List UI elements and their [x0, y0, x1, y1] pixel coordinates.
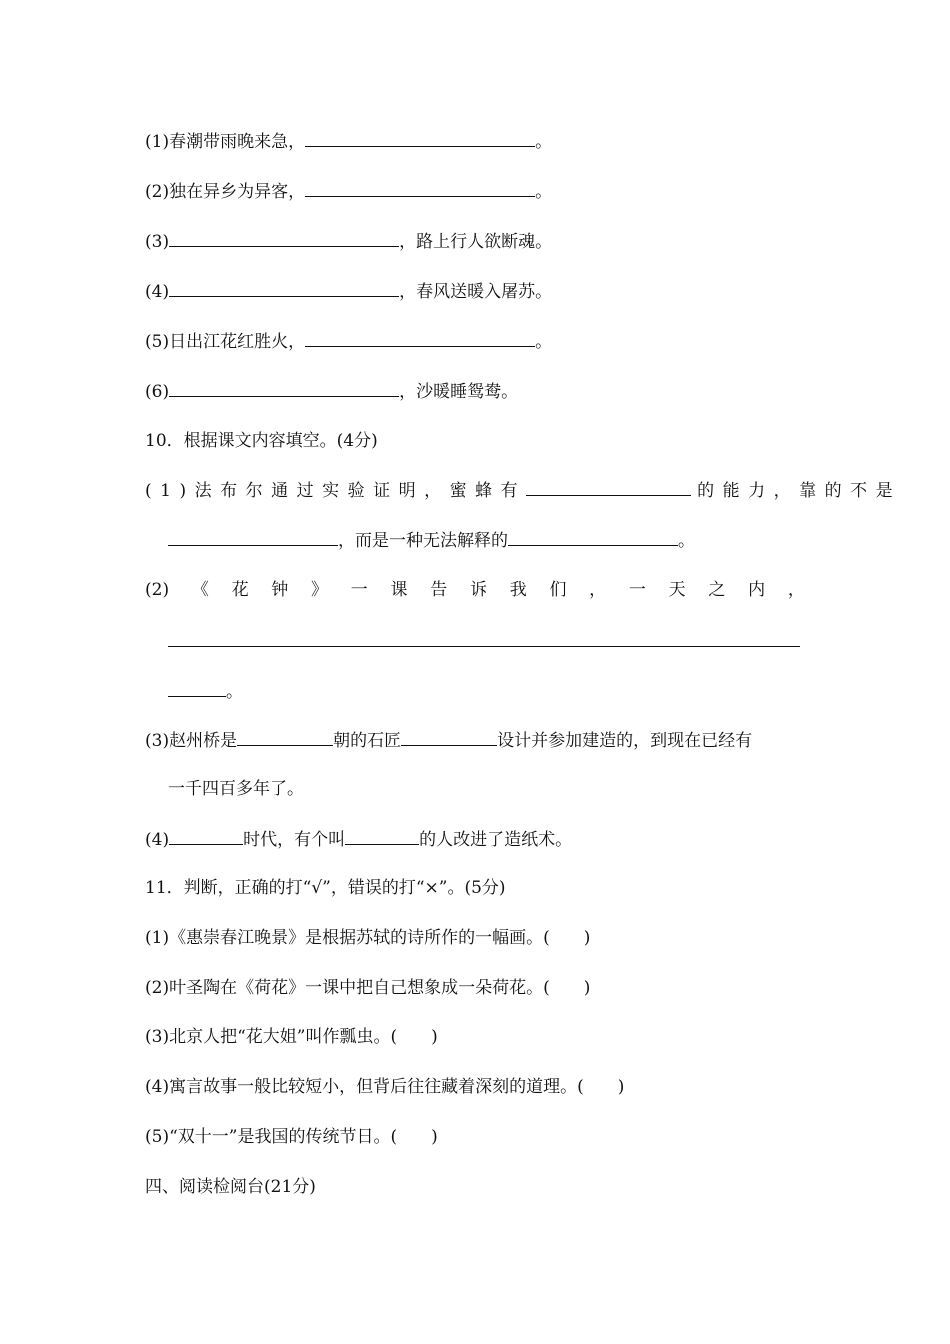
q10-item-1-line-2: ，而是一种无法解释的 。 — [168, 529, 695, 552]
poem-line-1: (1)春潮带雨晚来急， 。 — [145, 132, 553, 152]
section-4-title: 四、阅读检阅台(21分) — [145, 1177, 316, 1197]
poem-line-6: (6) ，沙暖睡鸳鸯。 — [145, 382, 519, 402]
answer-blank[interactable] — [345, 828, 419, 845]
answer-blank[interactable] — [169, 380, 399, 397]
q11-item-2: (2)叶圣陶在《荷花》一课中把自己想象成一朵荷花。( ) — [145, 978, 591, 998]
q10-item-3-line-1: (3)赵州桥是 朝的石匠 设计并参加建造的，到现在已经有 — [145, 731, 753, 751]
poem-line-3: (3) ，路上行人欲断魂。 — [145, 232, 553, 252]
answer-blank[interactable] — [169, 280, 399, 297]
answer-blank[interactable] — [508, 529, 678, 546]
answer-blank[interactable] — [401, 729, 497, 746]
q11-item-4: (4)寓言故事一般比较短小，但背后往往藏着深刻的道理。( ) — [145, 1077, 625, 1097]
q10-item-3-line-2: 一千四百多年了。 — [168, 779, 304, 799]
answer-blank[interactable] — [168, 680, 226, 697]
q11-item-5: (5)“双十一”是我国的传统节日。( ) — [145, 1127, 438, 1147]
q10-item-2-line-3: 。 — [168, 680, 243, 703]
q10-item-2-line-1: (2) 《 花 钟 》 一 课 告 诉 我 们 ， 一 天 之 内 ， — [145, 580, 805, 600]
q10-item-4: (4) 时代，有个叫 的人改进了造纸术。 — [145, 830, 573, 850]
q11-item-1: (1)《惠崇春江晚景》是根据苏轼的诗所作的一幅画。( ) — [145, 928, 591, 948]
answer-blank[interactable] — [168, 529, 338, 546]
q11-item-3: (3)北京人把“花大姐”叫作瓢虫。( ) — [145, 1027, 438, 1047]
answer-blank[interactable] — [305, 330, 535, 347]
poem-line-5: (5)日出江花红胜火， 。 — [145, 332, 553, 352]
answer-blank[interactable] — [237, 729, 333, 746]
answer-blank[interactable] — [169, 230, 399, 247]
answer-blank[interactable] — [305, 130, 535, 147]
q10-item-1-line-1: (1)法布尔通过实验证明，蜜蜂有 的能力，靠的不是 — [145, 481, 902, 501]
answer-blank[interactable] — [168, 630, 800, 647]
q10-item-2-line-2 — [168, 630, 800, 653]
question-10-title: 10．根据课文内容填空。(4分) — [145, 431, 378, 451]
answer-blank[interactable] — [169, 828, 243, 845]
poem-line-2: (2)独在异乡为异客， 。 — [145, 182, 553, 202]
question-11-title: 11．判断，正确的打“√”，错误的打“×”。(5分) — [145, 878, 506, 898]
poem-line-4: (4) ，春风送暖入屠苏。 — [145, 282, 553, 302]
answer-blank[interactable] — [305, 180, 535, 197]
answer-blank[interactable] — [526, 479, 691, 496]
